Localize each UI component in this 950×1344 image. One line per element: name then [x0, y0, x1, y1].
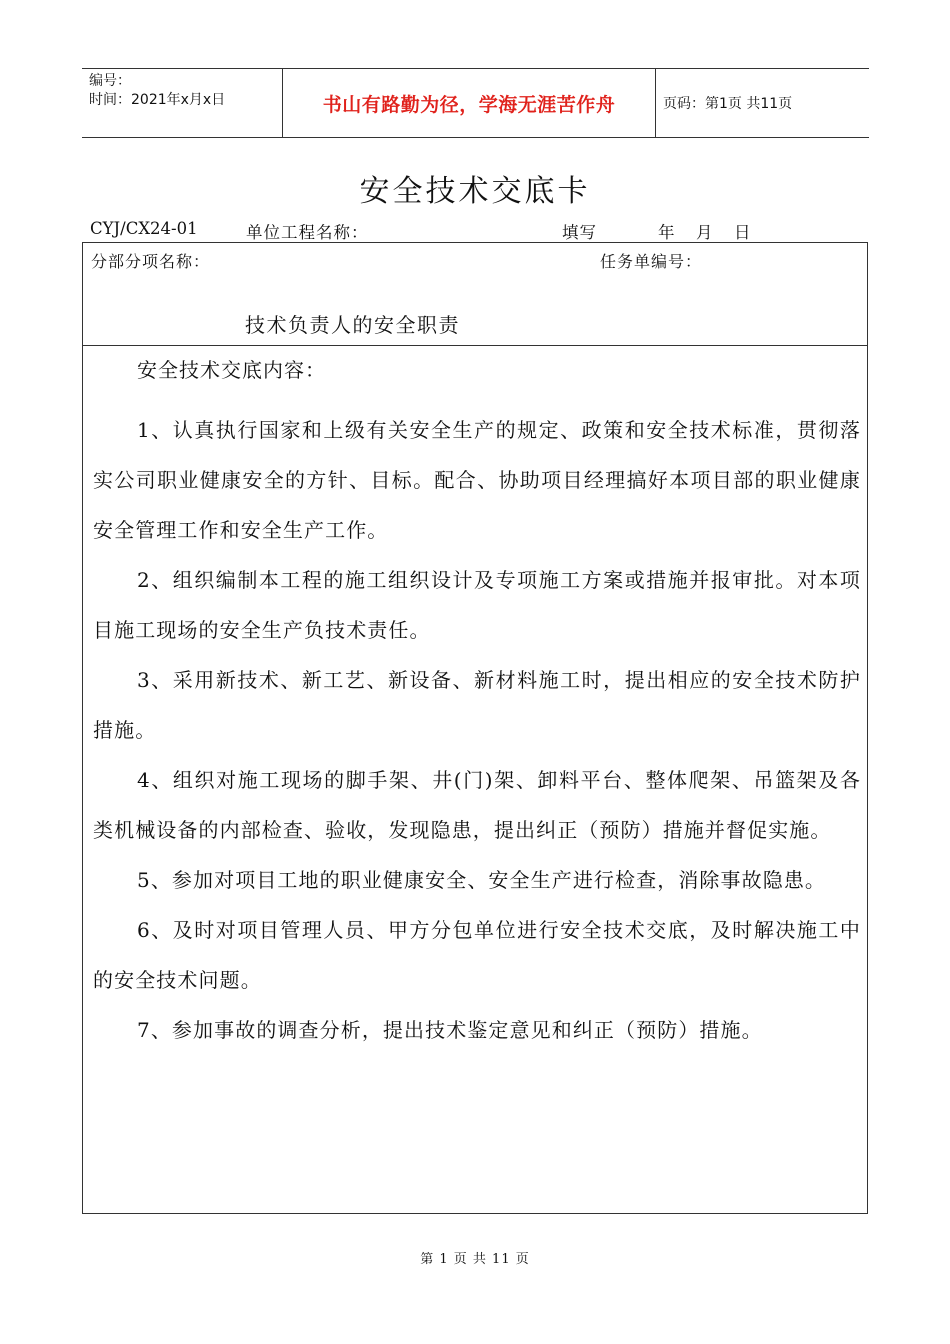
motto: 书山有路勤为径，学海无涯苦作舟 [282, 69, 656, 137]
time-label: 时间：2021年x月x日 [89, 92, 226, 108]
list-item: 3、采用新技术、新工艺、新设备、新材料施工时，提出相应的安全技术防护措施。 [93, 668, 861, 742]
year-label: 年 [658, 223, 675, 242]
topic-title: 技术负责人的安全职责 [245, 313, 460, 337]
page-footer: 第 1 页 共 11 页 [420, 1252, 530, 1267]
page-title: 安全技术交底卡 [359, 174, 591, 209]
header-meta [82, 69, 282, 137]
day-label: 日 [734, 223, 751, 242]
list-item: 5、参加对项目工地的职业健康安全、安全生产进行检查，消除事故隐患。 [137, 868, 827, 892]
list-item: 6、及时对项目管理人员、甲方分包单位进行安全技术交底，及时解决施工中的安全技术问题。 [93, 918, 861, 992]
month-label: 月 [696, 223, 713, 242]
table-header-row [83, 243, 867, 346]
task-number-label: 任务单编号： [600, 252, 703, 271]
subitem-label: 分部分项名称： [91, 252, 211, 271]
briefing-content [93, 355, 861, 1055]
list-item: 4、组织对施工现场的脚手架、井(门)架、卸料平台、整体爬架、吊篮架及各类机械设备的内部检查、验收，发现隐患，提出纠正（预防）措施并督促实施。 [93, 768, 861, 842]
list-item: 2、组织编制本工程的施工组织设计及专项施工方案或措施并报审批。对本项目施工现场的安全生产负技术责任。 [93, 568, 861, 642]
briefing-table [82, 242, 868, 1214]
document-header [82, 68, 869, 138]
list-item: 1、认真执行国家和上级有关安全生产的规定、政策和安全技术标准，贯彻落实公司职业健康安全的方针、目标。配合、协助项目经理搞好本项目部的职业健康安全管理工作和安全生产工作。 [93, 418, 861, 542]
form-code: CYJ/CX24-01 [90, 219, 198, 238]
list-item: 7、参加事故的调查分析，提出技术鉴定意见和纠正（预防）措施。 [137, 1018, 763, 1042]
page-info: 页码：第1页 共11页 [663, 96, 793, 112]
fill-date-label: 填写 [562, 223, 597, 242]
number-label: 编号： [89, 73, 131, 89]
project-name-label: 单位工程名称： [246, 223, 369, 242]
content-heading: 安全技术交底内容： [137, 358, 326, 382]
